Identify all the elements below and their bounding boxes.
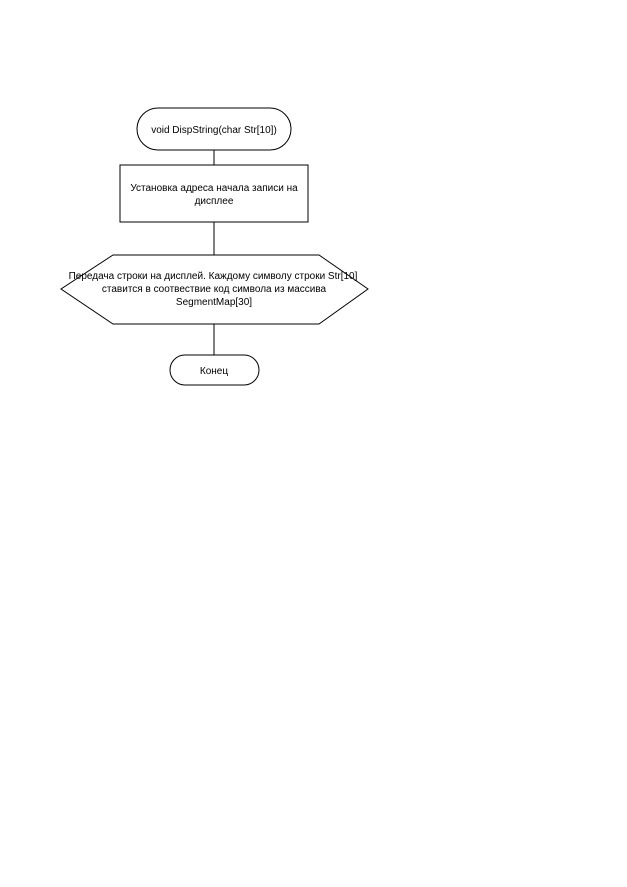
process-box-label-line-1: Установка адреса начала записи на [130,183,298,194]
loop-hexagon-label-line-3: SegmentMap[30] [175,297,253,308]
start-terminator-label: void DispString(char Str[10]) [151,125,277,136]
process-box-label-line-2: дисплее [194,196,234,207]
loop-hexagon-label-line-2: ставится в соотвествие код символа из массива [101,284,327,295]
end-terminator-label: Конец [199,366,229,377]
loop-hexagon-label-line-1: Передача строки на дисплей. Каждому символу строки Str[10] [68,271,358,282]
